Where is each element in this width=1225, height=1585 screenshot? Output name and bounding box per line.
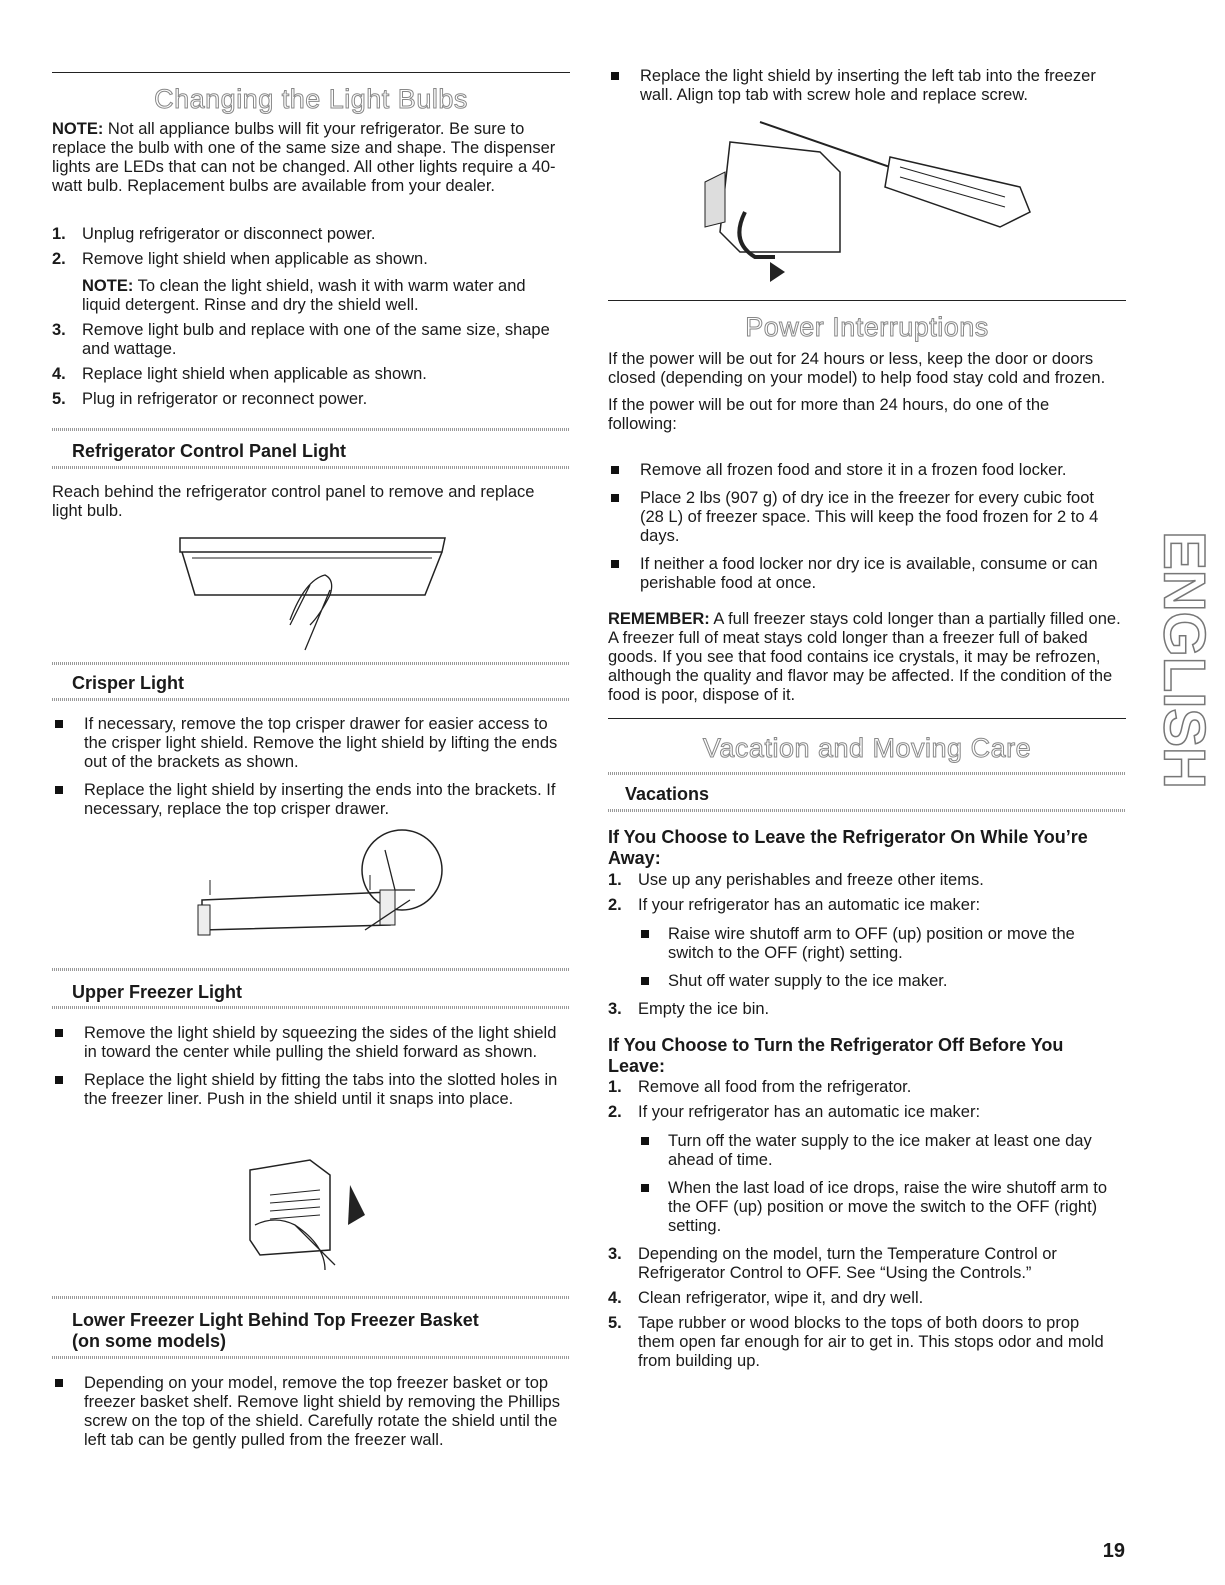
upper-freezer-bullets — [52, 1024, 570, 1118]
list-item: Remove the light shield by squeezing the sides of the light shield in toward the center while pulling the shield forward as shown. — [52, 1024, 570, 1062]
divider — [52, 466, 570, 469]
section-title-power: Power Interruptions — [745, 312, 989, 342]
crisper-heading: Crisper Light — [72, 673, 185, 693]
list-item: 5. Plug in refrigerator or reconnect power. — [52, 390, 368, 408]
list-item: 2. Remove light shield when applicable as shown. NOTE: To clean the light shield, wash it with warm water and liquid detergent. Rinse and dry the shield well. — [52, 250, 568, 315]
list-item: When the last load of ice drops, raise the wire shutoff arm to the OFF (up) position or move the switch to the OFF (right) setting. — [638, 1179, 1120, 1236]
list-item: 2. If your refrigerator has an automatic ice maker: Turn off the water supply to the ice maker at least one day ahead of time. When the last load of ice drops, raise the wire shutoff arm to the OFF (up) position or move the switch to the OFF (right) setting. — [608, 1103, 1120, 1236]
list-item: 1. Use up any perishables and freeze other items. — [608, 871, 984, 889]
control-panel-illustration — [170, 530, 460, 660]
power-paragraph: If the power will be out for 24 hours or less, keep the door or doors closed (depending on your model) to help food stay cold and frozen. — [608, 350, 1106, 387]
divider — [52, 662, 570, 665]
page-number: 19 — [1102, 1540, 1125, 1562]
list-item: 1. Unplug refrigerator or disconnect power. — [52, 225, 376, 243]
list-item: 3. Depending on the model, turn the Temperature Control or Refrigerator Control to OFF. See “Using the Controls.” — [608, 1245, 1057, 1282]
section-rule — [608, 718, 1126, 719]
note-block — [52, 120, 568, 196]
upper-freezer-illustration — [240, 1155, 380, 1280]
step-note: NOTE: To clean the light shield, wash it with warm water and liquid detergent. Rinse and dry the shield well. — [82, 277, 526, 314]
list-item: Replace the light shield by inserting the left tab into the freezer wall. Align top tab with screw hole and replace screw. — [608, 67, 1128, 105]
list-item: 3. Remove light bulb and replace with one of the same size, shape and wattage. — [52, 321, 550, 358]
list-item: 2. If your refrigerator has an automatic ice maker: Raise wire shutoff arm to OFF (up) position or move the switch to the OFF (right) setting. Shut off water supply to the ice maker. — [608, 896, 1120, 991]
list-item: 1. Remove all food from the refrigerator. — [608, 1078, 912, 1096]
side-tab-text: ENGLISH — [1151, 531, 1217, 789]
remember-block: REMEMBER: A full freezer stays cold longer than a partially filled one. A freezer full of meat stays cold longer than a freezer full of baked goods. If you see that food contains ice crystals, it may be refrozen, although the quality and flavor may be affected. If the condition of the food is poor, dispose of it. — [608, 610, 1121, 704]
vacations-heading: Vacations — [625, 784, 710, 804]
turn-off-steps — [608, 1078, 1120, 1377]
turn-off-heading: If You Choose to Turn the Refrigerator Off Before You Leave: — [608, 1035, 1064, 1076]
crisper-illustration — [180, 830, 440, 950]
control-panel-text-block: Reach behind the refrigerator control panel to remove and replace light bulb. — [52, 483, 535, 520]
list-item: Place 2 lbs (907 g) of dry ice in the freezer for every cubic foot (28 L) of freezer space. This will keep the food frozen for 2 to 4 days. — [608, 489, 1120, 546]
note-label: NOTE: — [52, 120, 104, 138]
screwdriver-illustration — [700, 112, 1050, 292]
list-item: 4. Replace light shield when applicable as shown. — [52, 365, 427, 383]
section-title-vacation: Vacation and Moving Care — [702, 733, 1032, 763]
power-paragraphs — [608, 350, 1118, 434]
lower-freezer-heading: Lower Freezer Light Behind Top Freezer Basket (on some models) — [72, 1310, 479, 1351]
bulb-steps — [52, 225, 568, 415]
power-paragraph: If the power will be out for more than 24 hours, do one of the following: — [608, 396, 1050, 433]
divider — [52, 1356, 570, 1359]
list-item: If necessary, remove the top crisper drawer for easier access to the crisper light shield. Remove the light shield by lifting the ends out of the brackets as shown. — [52, 715, 570, 772]
power-bullets — [608, 461, 1120, 602]
list-item: Replace the light shield by fitting the tabs into the slotted holes in the freezer liner. Push in the shield until it snaps into place. — [52, 1071, 570, 1109]
section-rule — [608, 300, 1126, 301]
list-item: Raise wire shutoff arm to OFF (up) position or move the switch to the OFF (right) setting. — [638, 925, 1120, 963]
leave-on-steps — [608, 871, 1120, 1025]
divider — [52, 1296, 570, 1299]
divider — [52, 698, 570, 701]
note-text: Not all appliance bulbs will fit your refrigerator. Be sure to replace the bulb with one of the same size and shape. The dispenser lights are LEDs that can not be changed. All other lights require a 40-watt bulb. Replacement bulbs are available from your dealer. — [52, 120, 556, 195]
divider — [52, 1006, 570, 1009]
divider — [608, 809, 1126, 812]
divider — [52, 428, 570, 431]
control-panel-heading: Refrigerator Control Panel Light — [72, 441, 347, 461]
leave-on-heading: If You Choose to Leave the Refrigerator On While You’re Away: — [608, 827, 1088, 868]
list-item: Replace the light shield by inserting the ends into the brackets. If necessary, replace the top crisper drawer. — [52, 781, 570, 819]
language-side-tab — [1150, 531, 1217, 789]
list-item: Turn off the water supply to the ice maker at least one day ahead of time. — [638, 1132, 1120, 1170]
section-title-light-bulbs: Changing the Light Bulbs — [154, 84, 468, 114]
list-item: Depending on your model, remove the top freezer basket or top freezer basket shelf. Remove light shield by removing the Phillips screw on the top of the shield. Carefully rotate the shield until the left tab can be gently pulled from the freezer wall. — [52, 1374, 570, 1450]
list-item: 4. Clean refrigerator, wipe it, and dry well. — [608, 1289, 924, 1307]
list-item: Remove all frozen food and store it in a frozen food locker. — [608, 461, 1120, 480]
divider — [608, 772, 1126, 775]
crisper-bullets — [52, 715, 570, 828]
list-item: Shut off water supply to the ice maker. — [638, 972, 1120, 991]
list-item: If neither a food locker nor dry ice is available, consume or can perishable food at once. — [608, 555, 1120, 593]
upper-freezer-heading: Upper Freezer Light — [72, 982, 243, 1002]
shield-replace-bullet — [608, 67, 1128, 114]
section-rule — [52, 72, 570, 73]
lower-freezer-bullets — [52, 1374, 570, 1459]
divider — [52, 968, 570, 971]
list-item: 5. Tape rubber or wood blocks to the tops of both doors to prop them open far enough for air to get in. This stops odor and mold from building up. — [608, 1314, 1104, 1370]
list-item: 3. Empty the ice bin. — [608, 1000, 770, 1018]
